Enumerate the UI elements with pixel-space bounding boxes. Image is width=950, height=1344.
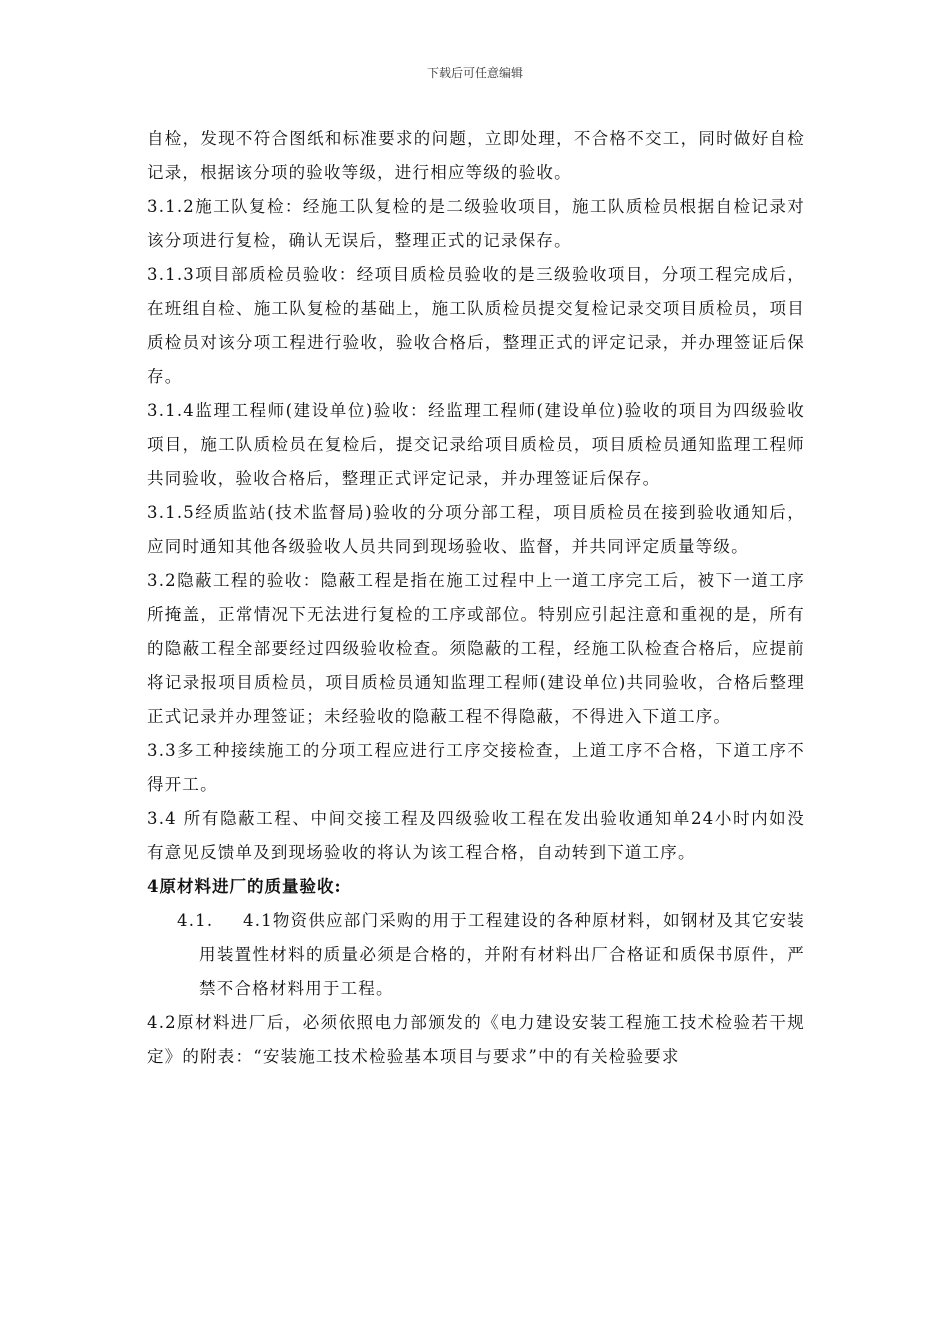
paragraph-3-1-4: 3.1.4监理工程师(建设单位)验收：经监理工程师(建设单位)验收的项目为四级验收项目，施工队质检员在复检后，提交记录给项目质检员，项目质检员通知监理工程师共同验收，验收合格后，整理正式评定记录，并办理签证后保存。 bbox=[147, 401, 805, 488]
paragraph-3-1-2: 3.1.2施工队复检：经施工队复检的是二级验收项目，施工队质检员根据自检记录对该分项进行复检，确认无误后，整理正式的记录保存。 bbox=[147, 197, 805, 250]
paragraph-3-4: 3.4 所有隐蔽工程、中间交接工程及四级验收工程在发出验收通知单24小时内如没有意见反馈单及到现场验收的将认为该工程合格，自动转到下道工序。 bbox=[147, 809, 805, 862]
paragraph-3-1-5: 3.1.5经质监站(技术监督局)验收的分项分部工程，项目质检员在接到验收通知后，应同时通知其他各级验收人员共同到现场验收、监督，并共同评定质量等级。 bbox=[147, 503, 805, 556]
paragraph-4-2: 4.2原材料进厂后，必须依照电力部颁发的《电力建设安装工程施工技术检验若干规定》的附表：“安装施工技术检验基本项目与要求”中的有关检验要求 bbox=[147, 1013, 805, 1066]
paragraph-self-check: 自检，发现不符合图纸和标准要求的问题，立即处理，不合格不交工，同时做好自检记录，根据该分项的验收等级，进行相应等级的验收。 bbox=[147, 129, 805, 182]
paragraph-3-3: 3.3多工种接续施工的分项工程应进行工序交接检查，上道工序不合格，下道工序不得开工。 bbox=[147, 741, 805, 794]
section-heading-4: 4原材料进厂的质量验收: bbox=[147, 877, 342, 896]
paragraph-3-2: 3.2隐蔽工程的验收：隐蔽工程是指在施工过程中上一道工序完工后，被下一道工序所掩盖，正常情况下无法进行复检的工序或部位。特别应引起注意和重视的是，所有的隐蔽工程全部要经过四级验收检查。须隐蔽的工程，经施工队检查合格后，应提前将记录报项目质检员，项目质检员通知监理工程师(建设单位)共同验收，合格后整理正式记录并办理签证；未经验收的隐蔽工程不得隐蔽，不得进入下道工序。 bbox=[147, 571, 805, 726]
page-header: 下载后可任意编辑 bbox=[426, 66, 523, 80]
list-item-text: 4.1物资供应部门采购的用于工程建设的各种原材料，如钢材及其它安装用装置性材料的质量必须是合格的，并附有材料出厂合格证和质保书原件，严禁不合格材料用于工程。 bbox=[199, 911, 805, 998]
document-body bbox=[147, 122, 805, 1074]
paragraph-3-1-3: 3.1.3项目部质检员验收：经项目质检员验收的是三级验收项目，分项工程完成后，在班组自检、施工队复检的基础上，施工队质检员提交复检记录交项目质检员，项目质检员对该分项工程进行验收，验收合格后，整理正式的评定记录，并办理签证后保存。 bbox=[147, 265, 805, 386]
list-item-4-1 bbox=[147, 904, 805, 1006]
list-item-number: 4.1. bbox=[177, 911, 214, 930]
